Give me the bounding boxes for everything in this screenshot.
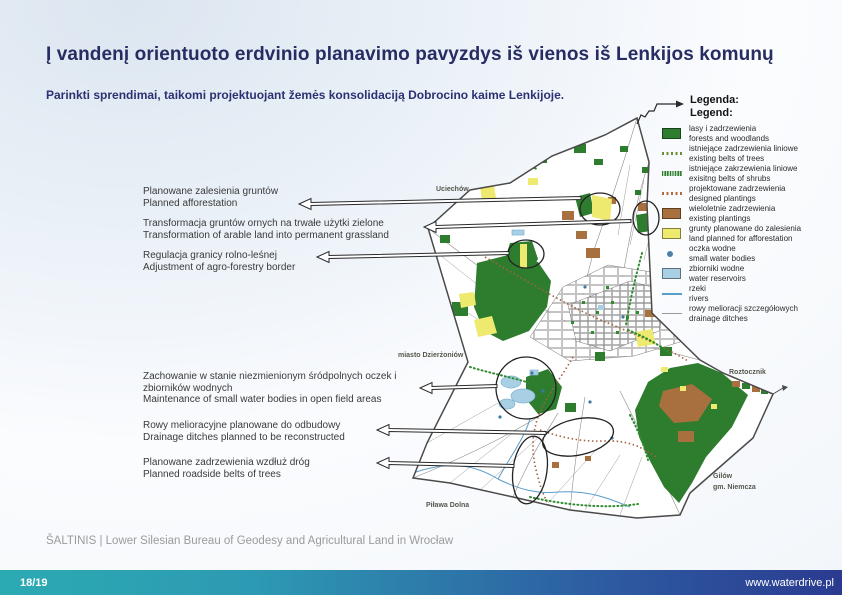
- legend-label: istniejące zakrzewienia liniowe: [689, 164, 798, 173]
- annotation-pl: Regulacja granicy rolno-leśnej: [143, 250, 277, 261]
- yellow-swatch-icon: [662, 228, 684, 239]
- legend-label: designed plantings: [689, 193, 756, 203]
- legend-label: rivers: [689, 293, 709, 303]
- legend-item-designed-plantings: [662, 184, 842, 203]
- legend-label: exisitng belts of shrubs: [689, 173, 771, 183]
- annotation-pl: Transformacja gruntów ornych na trwałe użytki zielone: [143, 218, 384, 229]
- annotation-pl: Planowane zalesienia gruntów: [143, 186, 279, 197]
- annotation-grassland-transformation: [143, 218, 389, 241]
- legend-label: zbiorniki wodne: [689, 264, 745, 273]
- legend-item-water-reservoirs: [662, 264, 842, 283]
- legend-label: small water bodies: [689, 253, 756, 263]
- green-dotted-line-icon: [662, 152, 684, 155]
- annotation-pl: Planowane zadrzewienia wzdłuż dróg: [143, 457, 310, 468]
- footer-bar: [0, 570, 842, 595]
- lightblue-swatch-icon: [662, 268, 684, 279]
- gray-line-icon: [662, 313, 684, 315]
- annotation-pl: Zachowanie w stanie niezmienionym śródpolnych oczek i zbiorników wodnych: [143, 371, 397, 394]
- legend-label: land planned for afforestation: [689, 233, 793, 243]
- legend-item-rivers: [662, 284, 842, 303]
- map-label-gilow: Gilów: [713, 473, 733, 480]
- website-url: www.waterdrive.pl: [745, 576, 834, 589]
- legend-label: oczka wodne: [689, 244, 736, 253]
- annotation-en: Transformation of arable land into permanent grassland: [143, 229, 389, 241]
- annotation-pl: Rowy melioracyjne planowane do odbudowy: [143, 420, 341, 431]
- annotation-roadside-trees: [143, 457, 310, 480]
- map-label-roztocznik: Roztocznik: [729, 369, 766, 376]
- legend-item-small-water-bodies: [662, 244, 842, 263]
- legend-label: drainage ditches: [689, 313, 748, 323]
- page-number: 18/19: [20, 576, 48, 589]
- map-label-dzierzoniow: miasto Dzierżoniów: [398, 352, 464, 359]
- legend-label: existing plantings: [689, 213, 751, 223]
- legend-label: wieloletnie zadrzewienia: [689, 204, 776, 213]
- legend-label: grunty planowane do zalesienia: [689, 224, 802, 233]
- legend-label: rzeki: [689, 284, 706, 293]
- legend-item-existing-tree-belts: [662, 144, 842, 163]
- legend-label: projektowane zadrzewienia: [689, 184, 786, 193]
- annotation-water-bodies-maintenance: [143, 371, 413, 406]
- annotation-en: Maintenance of small water bodies in open field areas: [143, 394, 382, 405]
- legend-label: rowy melioracji szczegółowych: [689, 304, 798, 313]
- source-credit: ŠALTINIS | Lower Silesian Bureau of Geodesy and Agricultural Land in Wrocław: [46, 534, 454, 547]
- legend: [662, 94, 842, 324]
- brown-dotted-line-icon: [662, 192, 684, 195]
- annotation-drainage-ditches: [143, 420, 345, 443]
- map-label-pilawa: Piława Dolna: [426, 502, 470, 509]
- map-label-uciechow: Uciechów: [436, 186, 469, 193]
- legend-item-forests: [662, 124, 842, 143]
- annotation-en: Planned roadside belts of trees: [143, 468, 281, 480]
- brown-swatch-icon: [662, 208, 684, 219]
- legend-item-drainage-ditches: [662, 304, 842, 323]
- map-label-gm-niemcza: gm. Niemcza: [713, 484, 756, 491]
- legend-item-existing-plantings: [662, 204, 842, 223]
- page-subtitle: Parinkti sprendimai, taikomi projektuojant žemės konsolidaciją Dobrocino kaime Lenkijoje.: [46, 88, 565, 102]
- legend-item-afforestation-land: [662, 224, 842, 243]
- legend-label: existing belts of trees: [689, 153, 765, 163]
- blue-dot-icon: [662, 251, 684, 257]
- annotation-en: Adjustment of agro-forestry border: [143, 261, 296, 273]
- legend-label: istniejące zadrzewienia liniowe: [689, 144, 798, 153]
- blue-line-icon: [662, 293, 684, 295]
- annotation-planned-afforestation: [143, 186, 278, 209]
- east-tip-arrow: [773, 385, 788, 394]
- legend-label: forests and woodlands: [689, 133, 770, 143]
- page-title: Į vandenį orientuoto erdvinio planavimo pavyzdys iš vienos iš Lenkijos komunų: [46, 44, 774, 65]
- legend-item-shrub-belts: [662, 164, 842, 183]
- annotation-agro-forestry-border: [143, 250, 295, 273]
- green-hatched-line-icon: [662, 171, 684, 176]
- forest-swatch-icon: [662, 128, 684, 139]
- legend-label: lasy i zadrzewienia: [689, 124, 757, 133]
- annotation-en: Planned afforestation: [143, 197, 238, 209]
- legend-title-pl: Legenda:: [690, 94, 739, 106]
- legend-label: water reservoirs: [689, 273, 746, 283]
- legend-title-en: Legend:: [690, 107, 733, 119]
- annotation-en: Drainage ditches planned to be reconstructed: [143, 431, 345, 443]
